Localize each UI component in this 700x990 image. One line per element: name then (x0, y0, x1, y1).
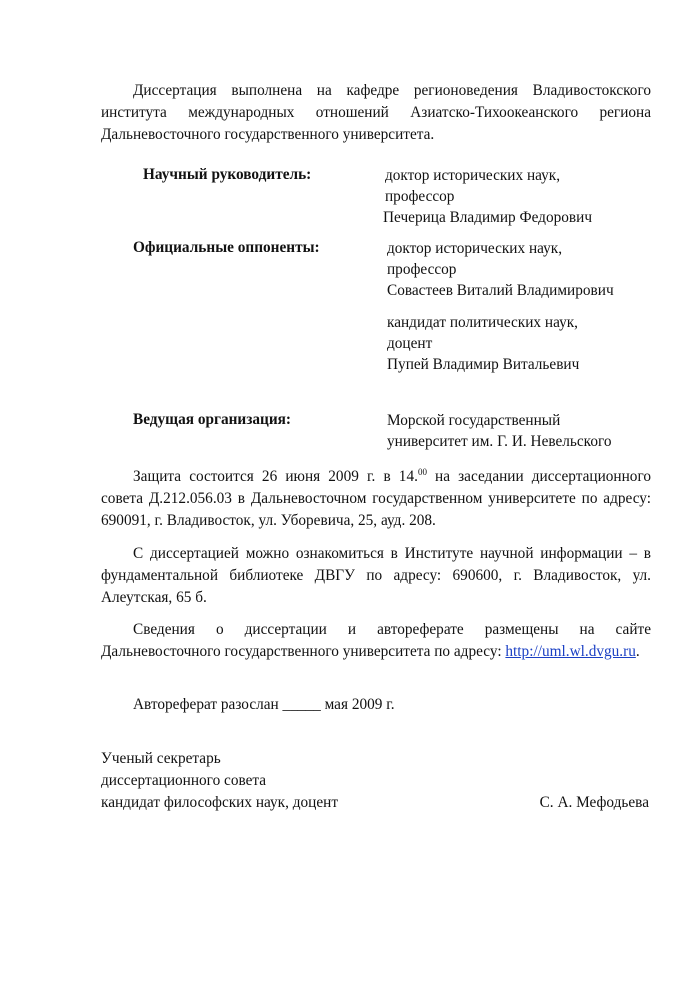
defense-text-start: Защита состоится 26 июня 2009 г. в 14. (133, 468, 418, 485)
leading-org-label: Ведущая организация: (133, 411, 292, 428)
secretary-line-3: кандидат философских наук, доцент (101, 794, 339, 811)
opponent-second-title: доцент (387, 335, 433, 352)
supervisor-label: Научный руководитель: (143, 166, 312, 183)
mailed-paragraph: Автореферат разослан _____ мая 2009 г. (133, 696, 395, 713)
opponent-first (387, 238, 614, 301)
intro-paragraph: Диссертация выполнена на кафедре регионоведения Владивостокского института международных отношений Азиатско-Тихоокеанского региона Дальневосточного государственного университета. (101, 82, 651, 143)
opponent-first-title: профессор (387, 261, 457, 278)
opponent-second-name: Пупей Владимир Витальевич (387, 356, 580, 373)
website-link[interactable]: http://uml.wl.dvgu.ru (505, 643, 636, 660)
leading-org-line-1: Морской государственный (387, 412, 561, 429)
library-paragraph: С диссертацией можно ознакомиться в Институте научной информации – в фундаментальной библиотеке ДВГУ по адресу: 690600, г. Владивосток, ул. Алеутская, 65 б. (101, 545, 651, 606)
opponent-first-name: Совастеев Виталий Владимирович (387, 282, 614, 299)
secretary-name: С. А. Мефодьева (539, 794, 649, 811)
defense-time-minutes: 00 (417, 467, 427, 477)
secretary-line-1: Ученый секретарь (101, 750, 221, 767)
opponent-first-degree: доктор исторических наук, (387, 240, 563, 257)
leading-org-line-2: университет им. Г. И. Невельского (387, 433, 612, 450)
website-paragraph (101, 619, 651, 663)
website-text: Сведения о диссертации и автореферате размещены на сайте Дальневосточного государственного университета по адресу: (101, 621, 651, 660)
secretary-line-2: диссертационного совета (101, 772, 267, 789)
opponent-second-degree: кандидат политических наук, (387, 314, 579, 331)
supervisor-degree: доктор исторических наук, (385, 167, 561, 184)
website-end: . (635, 643, 640, 660)
defense-paragraph (101, 466, 651, 532)
supervisor-title: профессор (385, 188, 455, 205)
opponent-second (387, 312, 579, 375)
opponents-label: Официальные оппоненты: (133, 239, 320, 256)
defense-text-end: на заседании диссертационного совета Д.212.056.03 в Дальневосточном государственном университете по адресу: 690091, г. Владивосток, ул. Уборевича, 25, ауд. 208. (101, 468, 651, 529)
leading-org-info (387, 410, 612, 452)
supervisor-info (385, 165, 592, 228)
supervisor-name: Печерица Владимир Федорович (383, 209, 593, 226)
